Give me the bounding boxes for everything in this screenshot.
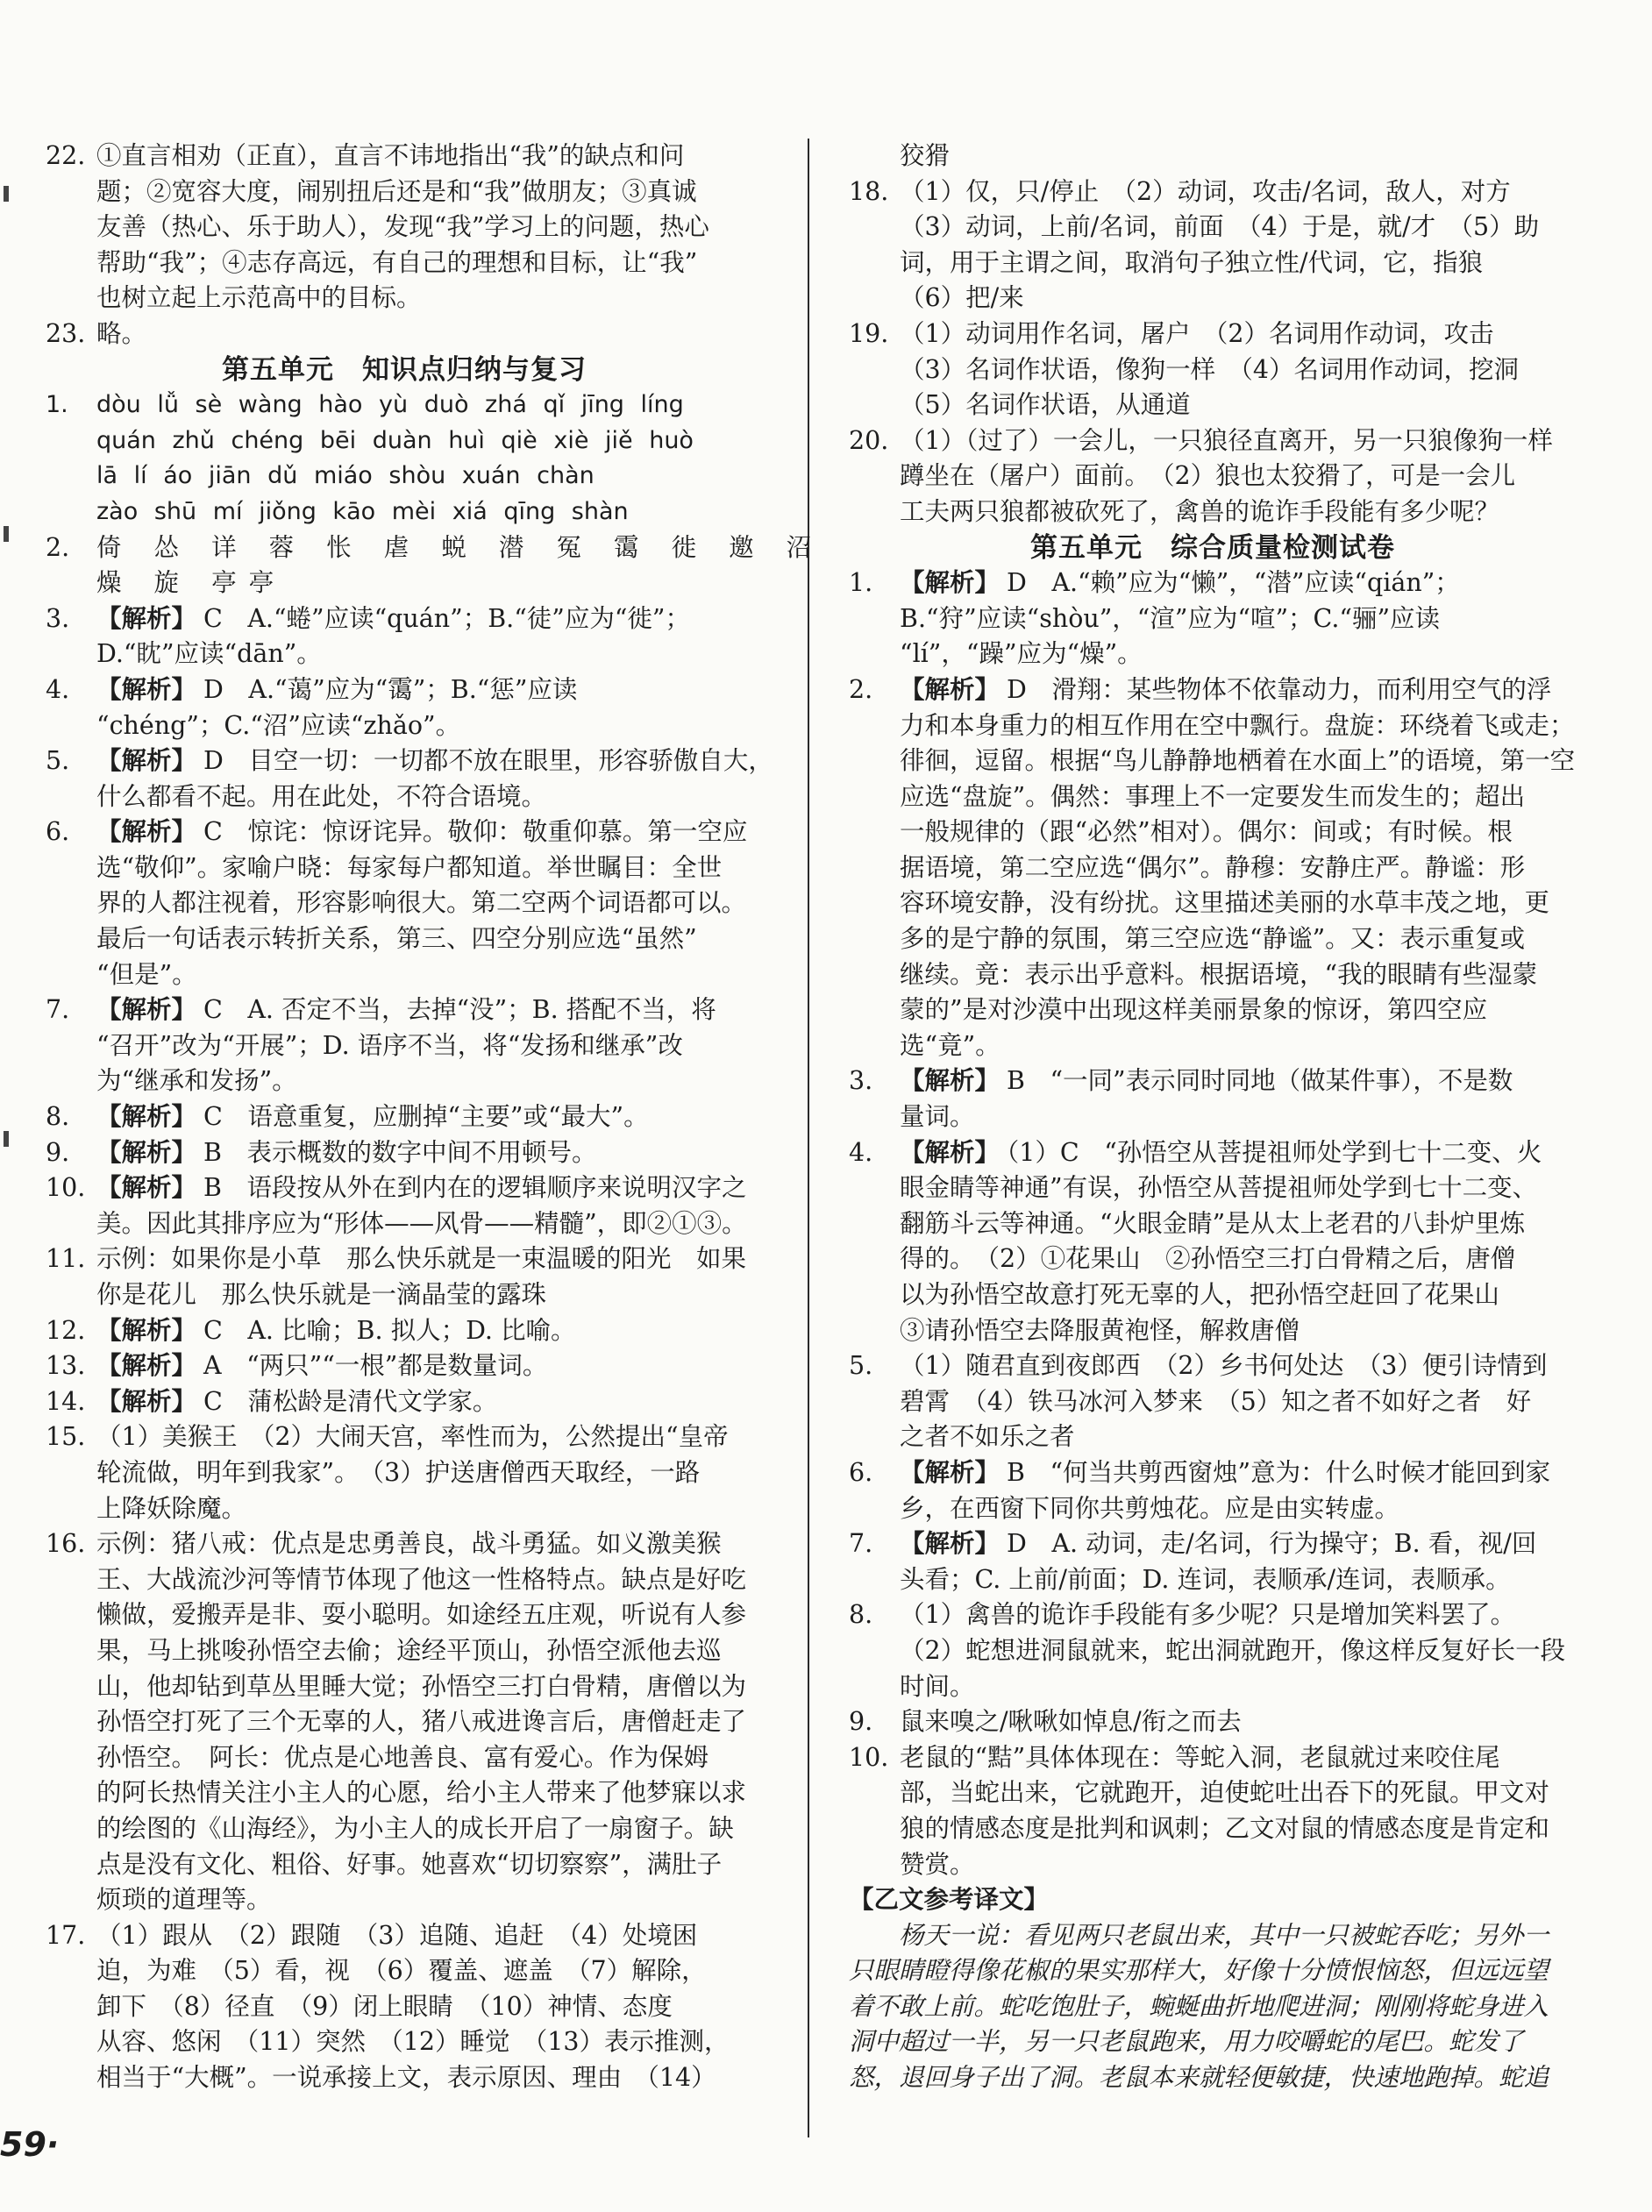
question-number: 22. (46, 141, 86, 170)
test-answer-5: 5. （1）随君直到夜郎西 （2）乡书何处达 （3）便引诗情到 碧霄 （4）铁马冰河入梦来 （5）知之者不如好之者 好 之者不如乐之者 (849, 1351, 1548, 1452)
answer-text: 友善（热心、乐于助人），发现“我”学习上的问题，热心 (96, 212, 709, 242)
right-column (849, 139, 1577, 2096)
answer-17: 17. （1）跟从 （2）跟随 （3）追随、追赶 （4）处境困 迫，为难 （5）看，视 （6）覆盖、遮盖 （7）解除， 卸下 （8）径直 （9）闭上眼睛 （10）神情、态度 从容、悠闲 （11）突然 （12）睡觉 （13）表示推测， 相当于“大概”。一说承接上文，表示原因、理由 （14） (46, 1920, 730, 2093)
answer-6: 6. 【解析】 C 惊诧：惊讶诧异。敬仰：敬重仰慕。第一空应 选“敬仰”。家喻户晓：每家每户都知道。举世瞩目：全世 界的人都注视着，形容影响很大。第二空两个词语都可以。 最后一句话表示转折关系，第三、四空分别应选“虽然” “但是”。 (46, 817, 748, 989)
answer-15: 15. （1）美猴王 （2）大闹天宫，率性而为，公然提出“皇帝 轮流做，明年到我家”。 （3）护送唐僧西天取经，一路 上降妖除魔。 (46, 1422, 729, 1523)
answer-23: 23. 略。 (46, 318, 147, 348)
binding-mark (4, 526, 9, 542)
binding-mark (4, 1131, 9, 1147)
test-answer-6: 6. 【解析】 B “何当共剪西窗烛”意为：什么时候才能回到家 乡，在西窗下同你共剪烛花。应是由实转虚。 (849, 1457, 1551, 1523)
column-divider (808, 139, 809, 2137)
answer-22 (46, 139, 763, 317)
answer-9: 9. 【解析】 B 表示概数的数字中间不用顿号。 (46, 1137, 597, 1167)
answer-8: 8. 【解析】 C 语意重复，应删掉“主要”或“最大”。 (46, 1102, 649, 1132)
answer-20: 20. （1）（过了）一会儿，一只狼径直离开，另一只狼像狗一样 蹲坐在（屠户）面前。 （2）狼也太狡猾了，可是一会儿 工夫两只狼都被砍死了，禽兽的诡诈手段能有多少呢？ (849, 425, 1553, 526)
answer-2: 2. 倚 怂 详 蓉 怅 虐 蜕 潜 冤 霭 徙 邀 沼 燥 旋 亭亭 (46, 532, 824, 598)
answer-text: 题；②宽容大度，闹别扭后还是和“我”做朋友；③真诚 (96, 176, 697, 206)
answer-text: ①直言相劝（正直），直言不讳地指出“我”的缺点和问 (96, 141, 685, 170)
test-answer-7: 7. 【解析】 D A. 动词，走/名词，行为操守；B. 看，视/回 头看；C. 上前/前面；D. 连词，表顺承/连词，表顺承。 (849, 1529, 1537, 1594)
section-title: 第五单元 综合质量检测试卷 (1030, 531, 1395, 564)
answer-1: 1. dòu lǚ sè wàng hào yù duò zhá qǐ jīng líng quán zhǔ chéng bēi duàn huì qiè xiè jiě huò lā lí áo jiān dǔ miáo shòu xuán chàn zào shū mí jiǒng kāo mèi xiá qīng shàn (46, 391, 694, 525)
answer-12: 12. 【解析】 C A. 比喻；B. 拟人；D. 比喻。 (46, 1315, 576, 1345)
answer-5: 5. 【解析】 D 目空一切：一切都不放在眼里，形容骄傲自大， 什么都看不起。用在此处，不符合语境。 (46, 746, 773, 811)
answer-19: 19. （1）动词用作名词，屠户 （2）名词用作动词，攻击 （3）名词作状语，像狗一样 （4）名词用作动词，挖洞 （5）名词作状语，从通道 (849, 318, 1520, 420)
answer-text: 也树立起上示范高中的目标。 (96, 283, 422, 313)
answer-7: 7. 【解析】 C A. 否定不当，去掉“没”；B. 搭配不当，将 “召开”改为“开展”；D. 语序不当，将“发扬和继承”改 为“继承和发扬”。 (46, 995, 716, 1096)
answer-13: 13. 【解析】 A “两只”“一根”都是数量词。 (46, 1351, 548, 1381)
answer-10: 10. 【解析】 B 语段按从外在到内在的逻辑顺序来说明汉字之 美。因此其排序应为“形体——风骨——精髓”，即②①③。 (46, 1173, 747, 1238)
test-answer-8: 8. （1）禽兽的诡诈手段能有多少呢？只是增加笑料罢了。 （2）蛇想进洞鼠就来，蛇出洞就跑开，像这样反复好长一段 时间。 (849, 1600, 1566, 1701)
test-answer-10: 10. 老鼠的“黠”具体体现在：等蛇入洞，老鼠就过来咬住尾 部，当蛇出来，它就跑开，迫使蛇吐出吞下的死鼠。甲文对 狼的情感态度是批判和讽刺；乙文对鼠的情感态度是肯定和 赞赏。 (849, 1742, 1550, 1879)
answer-18: 18. （1）仅，只/停止 （2）动词，攻击/名词，敌人，对方 （3）动词，上前/名词，前面 （4）于是，就/才 （5）助 词，用于主谓之间，取消句子独立性/代词，它，指狼 （6）把/来 (849, 176, 1540, 313)
answer-11: 11. 示例：如果你是小草 那么快乐就是一束温暖的阳光 如果 你是花儿 那么快乐就是一滴晶莹的露珠 (46, 1244, 747, 1309)
test-answer-9: 9. 鼠来嗅之/啾啾如悼息/衔之而去 (849, 1707, 1242, 1737)
binding-mark (4, 186, 9, 202)
translation-title: 【乙文参考译文】 (849, 1885, 1050, 1915)
test-answer-1: 1. 【解析】 D A.“赖”应为“懒”，“潜”应读“qián”； B.“狩”应读“shòu”，“渲”应为“喧”；C.“骊”应读 “lí”，“躁”应为“燥”。 (849, 568, 1460, 669)
test-answer-2: 2. 【解析】 D 滑翔：某些物体不依靠动力，而利用空气的浮 力和本身重力的相互作用在空中飘行。盘旋：环绕着飞或走； 徘徊，逗留。根据“鸟儿静静地栖着在水面上”的语境，第一空 应选“盘旋”。偶然：事理上不一定要发生而发生的；超出 一般规律的（跟“必然”相对）。偶尔：间或；有时候。根 据语境，第二空应选“偶尔”。静穆：安静庄严。静谧：形 容环境安静，没有纷扰。这里描述美丽的水草丰茂之地，更 多的是宁静的氛围，第三空应选“静谧”。又：表示重复或 继续。竟：表示出乎意料。根据语境，“我的眼睛有些湿蒙 蒙的”是对沙漠中出现这样美丽景象的惊讶，第四空应 选“竟”。 (849, 674, 1576, 1060)
answer-14: 14. 【解析】 C 蒲松龄是清代文学家。 (46, 1386, 498, 1416)
left-column (46, 139, 824, 2096)
answer-17-continued: 狡猾 (900, 141, 951, 170)
answer-4: 4. 【解析】 D A.“蔼”应为“霭”；B.“惩”应读 “chéng”；C.“沼”应读“zhǎo”。 (46, 674, 578, 740)
page-number: 59· (0, 2125, 60, 2164)
answer-text: 帮助“我”；④志存高远，有自己的理想和目标，让“我” (96, 247, 698, 277)
translation-text: 杨天一说：看见两只老鼠出来，其中一只被蛇吞吃；另外一 只眼睛瞪得像花椒的果实那样大，好像十分愤恨恼怒，但远远望 着不敢上前。蛇吃饱肚子，蜿蜒曲折地爬进洞；刚刚将蛇身进入 洞中超过一半，另一只老鼠跑来，用力咬嚼蛇的尾巴。蛇发了 怒，退回身子出了洞。老鼠本来就轻便敏捷，快速地跑掉。蛇追 (849, 1920, 1549, 2093)
test-answer-3: 3. 【解析】 B “一同”表示同时同地（做某件事），不是数 量词。 (849, 1066, 1513, 1132)
section-title: 第五单元 知识点归纳与复习 (222, 353, 587, 386)
test-answer-4: 4. 【解析】 （1）C “孙悟空从菩提祖师处学到七十二变、火 眼金睛等神通”有误，孙悟空从菩提祖师处学到七十二变、 翻筋斗云等神通。“火眼金睛”是从太上老君的八卦炉里炼 得的。 （2）①花果山 ②孙悟空三打白骨精之后，唐僧 以为孙悟空故意打死无辜的人，把孙悟空赶回了花果山 ③请孙悟空去降服黄袍怪，解救唐僧 (849, 1137, 1542, 1345)
answer-3: 3. 【解析】 C A.“蜷”应读“quán”；B.“徒”应为“徙”； D.“眈”应读“dān”。 (46, 603, 690, 669)
answer-16: 16. 示例：猪八戒：优点是忠勇善良，战斗勇猛。如义激美猴 王、大战流沙河等情节体现了他这一性格特点。缺点是好吃 懒做，爱搬弄是非、耍小聪明。如途经五庄观，听说有人参 果，马上挑唆孙悟空去偷；途经平顶山，孙悟空派他去巡 山，他却钻到草丛里睡大觉；孙悟空三打白骨精，唐僧以为 孙悟空打死了三个无辜的人，猪八戒进谗言后，唐僧赶走了 孙悟空。 阿长：优点是心地善良、富有爱心。作为保姆 的阿长热情关注小主人的心愿，给小主人带来了他梦寐以求 的绘图的《山海经》，为小主人的成长开启了一扇窗子。缺 点是没有文化、粗俗、好事。她喜欢“切切察察”，满肚子 烦琐的道理等。 (46, 1529, 747, 1915)
